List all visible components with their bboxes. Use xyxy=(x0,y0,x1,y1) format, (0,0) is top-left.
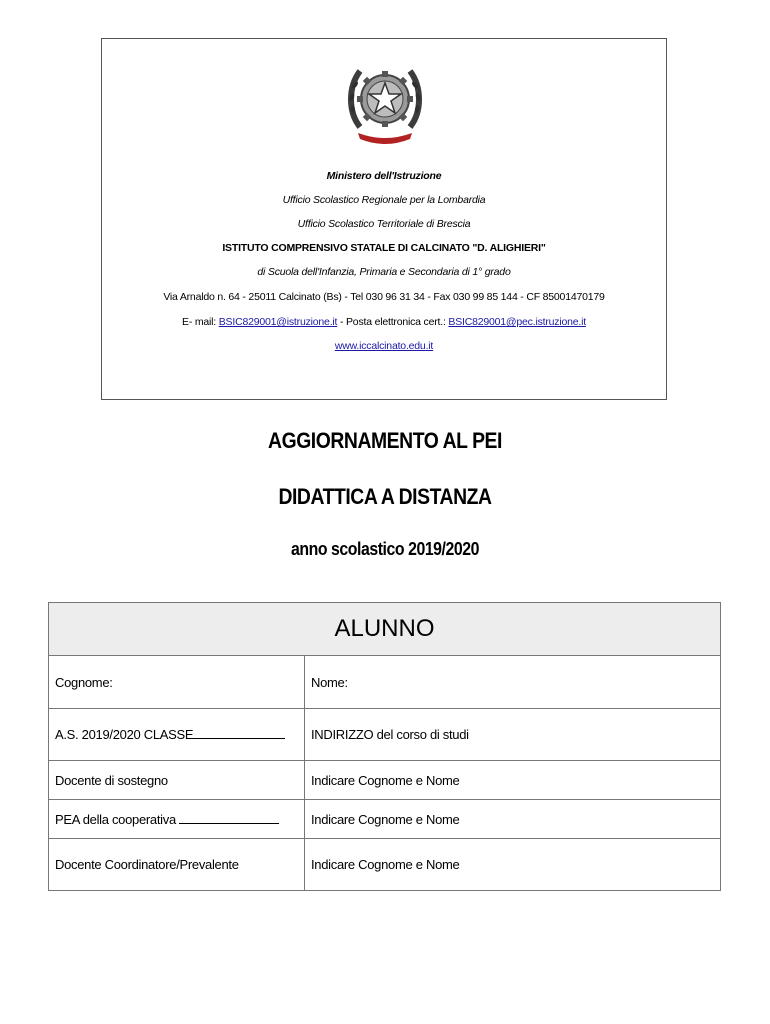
territorial-office: Ufficio Scolastico Territoriale di Brescia xyxy=(297,218,471,230)
website-line xyxy=(102,340,666,352)
document-subtitle: DIDATTICA A DISTANZA xyxy=(278,484,492,509)
coordinator-cell[interactable]: Indicare Cognome e Nome xyxy=(305,839,721,891)
student-table xyxy=(48,602,721,891)
table-row xyxy=(49,839,721,891)
support-teacher-label: Docente di sostegno xyxy=(49,761,305,800)
table-row xyxy=(49,761,721,800)
school-year: anno scolastico 2019/2020 xyxy=(291,539,479,559)
school-levels: di Scuola dell'Infanzia, Primaria e Secondaria di 1° grado xyxy=(257,266,511,278)
class-label: A.S. 2019/2020 CLASSE xyxy=(55,727,194,742)
table-row xyxy=(49,709,721,761)
course-cell[interactable]: INDIRIZZO del corso di studi xyxy=(305,709,721,761)
address-line: Via Arnaldo n. 64 - 25011 Calcinato (Bs) - Tel 030 96 31 34 - Fax 030 99 85 144 - CF 85001470179 xyxy=(163,291,605,303)
cooperative-name-cell[interactable]: Indicare Cognome e Nome xyxy=(305,800,721,839)
cooperative-cell[interactable] xyxy=(49,800,305,839)
website-link[interactable]: www.iccalcinato.edu.it xyxy=(334,340,434,352)
name-cell[interactable]: Nome: xyxy=(305,656,721,709)
email-line xyxy=(102,316,666,328)
italian-republic-emblem-icon xyxy=(346,57,424,145)
class-cell[interactable] xyxy=(49,709,305,761)
table-row xyxy=(49,800,721,839)
letterhead xyxy=(101,38,667,400)
cooperative-label: PEA della cooperativa xyxy=(55,811,176,827)
surname-cell[interactable]: Cognome: xyxy=(49,656,305,709)
institute-name: ISTITUTO COMPRENSIVO STATALE DI CALCINATO "D. ALIGHIERI" xyxy=(222,242,546,254)
regional-office: Ufficio Scolastico Regionale per la Lombardia xyxy=(282,194,486,206)
cooperative-blank xyxy=(179,812,279,824)
class-blank xyxy=(193,727,285,739)
table-row xyxy=(49,656,721,709)
coordinator-label: Docente Coordinatore/Prevalente xyxy=(49,839,305,891)
table-header: ALUNNO xyxy=(49,603,721,656)
pec-link[interactable]: BSIC829001@pec.istruzione.it xyxy=(448,316,586,328)
table-header-row xyxy=(49,603,721,656)
email-link[interactable]: BSIC829001@istruzione.it xyxy=(218,316,338,328)
email-label: E- mail: xyxy=(182,316,217,328)
support-teacher-cell[interactable]: Indicare Cognome e Nome xyxy=(305,761,721,800)
pec-label: - Posta elettronica cert.: xyxy=(339,316,446,328)
ministry-name: Ministero dell'Istruzione xyxy=(326,170,442,182)
document-title: AGGIORNAMENTO AL PEI xyxy=(268,428,502,453)
